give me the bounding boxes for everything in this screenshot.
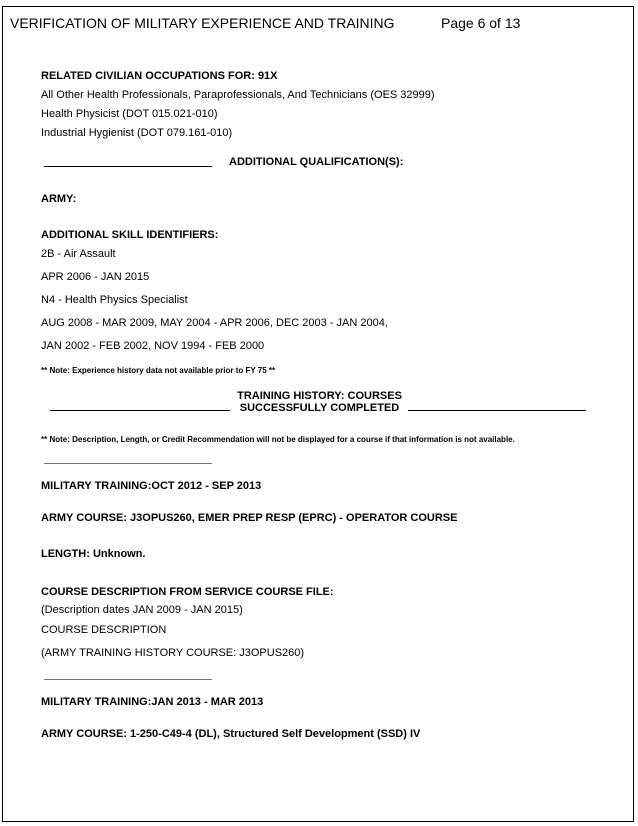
- civilian-occupations-heading: RELATED CIVILIAN OCCUPATIONS FOR: 91X: [41, 70, 278, 82]
- course-title: ARMY COURSE: J3OPUS260, EMER PREP RESP (EPRC) - OPERATOR COURSE: [41, 512, 458, 524]
- page-number: Page 6 of 13: [441, 15, 521, 31]
- skill-identifier-line: APR 2006 - JAN 2015: [41, 271, 150, 283]
- course-description-heading: COURSE DESCRIPTION FROM SERVICE COURSE FILE:: [41, 586, 334, 598]
- skill-identifier-line: JAN 2002 - FEB 2002, NOV 1994 - FEB 2000: [41, 340, 265, 352]
- military-training-date: MILITARY TRAINING:JAN 2013 - MAR 2013: [41, 696, 264, 708]
- training-history-course: (ARMY TRAINING HISTORY COURSE: J3OPUS260): [41, 647, 305, 659]
- section-divider: [44, 166, 212, 167]
- course-length: LENGTH: Unknown.: [41, 548, 146, 560]
- skill-identifier-line: 2B - Air Assault: [41, 248, 116, 260]
- description-dates: (Description dates JAN 2009 - JAN 2015): [41, 604, 243, 616]
- section-divider: [408, 410, 586, 411]
- skill-identifier-line: AUG 2008 - MAR 2009, MAY 2004 - APR 2006, DEC 2003 - JAN 2004,: [41, 317, 388, 329]
- civilian-occupation-line: Health Physicist (DOT 015.021-010): [41, 108, 218, 120]
- course-divider: [44, 679, 212, 680]
- civilian-occupation-line: All Other Health Professionals, Paraprofessionals, And Technicians (OES 32999): [41, 89, 435, 101]
- military-training-date: MILITARY TRAINING:OCT 2012 - SEP 2013: [41, 480, 262, 492]
- course-divider: [44, 463, 212, 464]
- branch-label: ARMY:: [41, 193, 77, 205]
- additional-qualifications-heading: ADDITIONAL QUALIFICATION(S):: [229, 156, 404, 168]
- course-title: ARMY COURSE: 1-250-C49-4 (DL), Structured Self Development (SSD) IV: [41, 728, 421, 740]
- section-divider: [50, 410, 230, 411]
- training-note: ** Note: Description, Length, or Credit Recommendation will not be displayed for a course if that information is not available.: [41, 435, 515, 444]
- civilian-occupation-line: Industrial Hygienist (DOT 079.161-010): [41, 127, 233, 139]
- document-title: VERIFICATION OF MILITARY EXPERIENCE AND TRAINING: [10, 15, 395, 31]
- course-description: COURSE DESCRIPTION: [41, 624, 167, 636]
- training-history-heading-line1: TRAINING HISTORY: COURSES: [237, 390, 402, 402]
- skill-identifiers-heading: ADDITIONAL SKILL IDENTIFIERS:: [41, 229, 219, 241]
- experience-note: ** Note: Experience history data not available prior to FY 75 **: [41, 366, 276, 375]
- skill-identifier-line: N4 - Health Physics Specialist: [41, 294, 188, 306]
- training-history-heading-line2: SUCCESSFULLY COMPLETED: [239, 402, 400, 414]
- training-history-heading: [232, 390, 407, 414]
